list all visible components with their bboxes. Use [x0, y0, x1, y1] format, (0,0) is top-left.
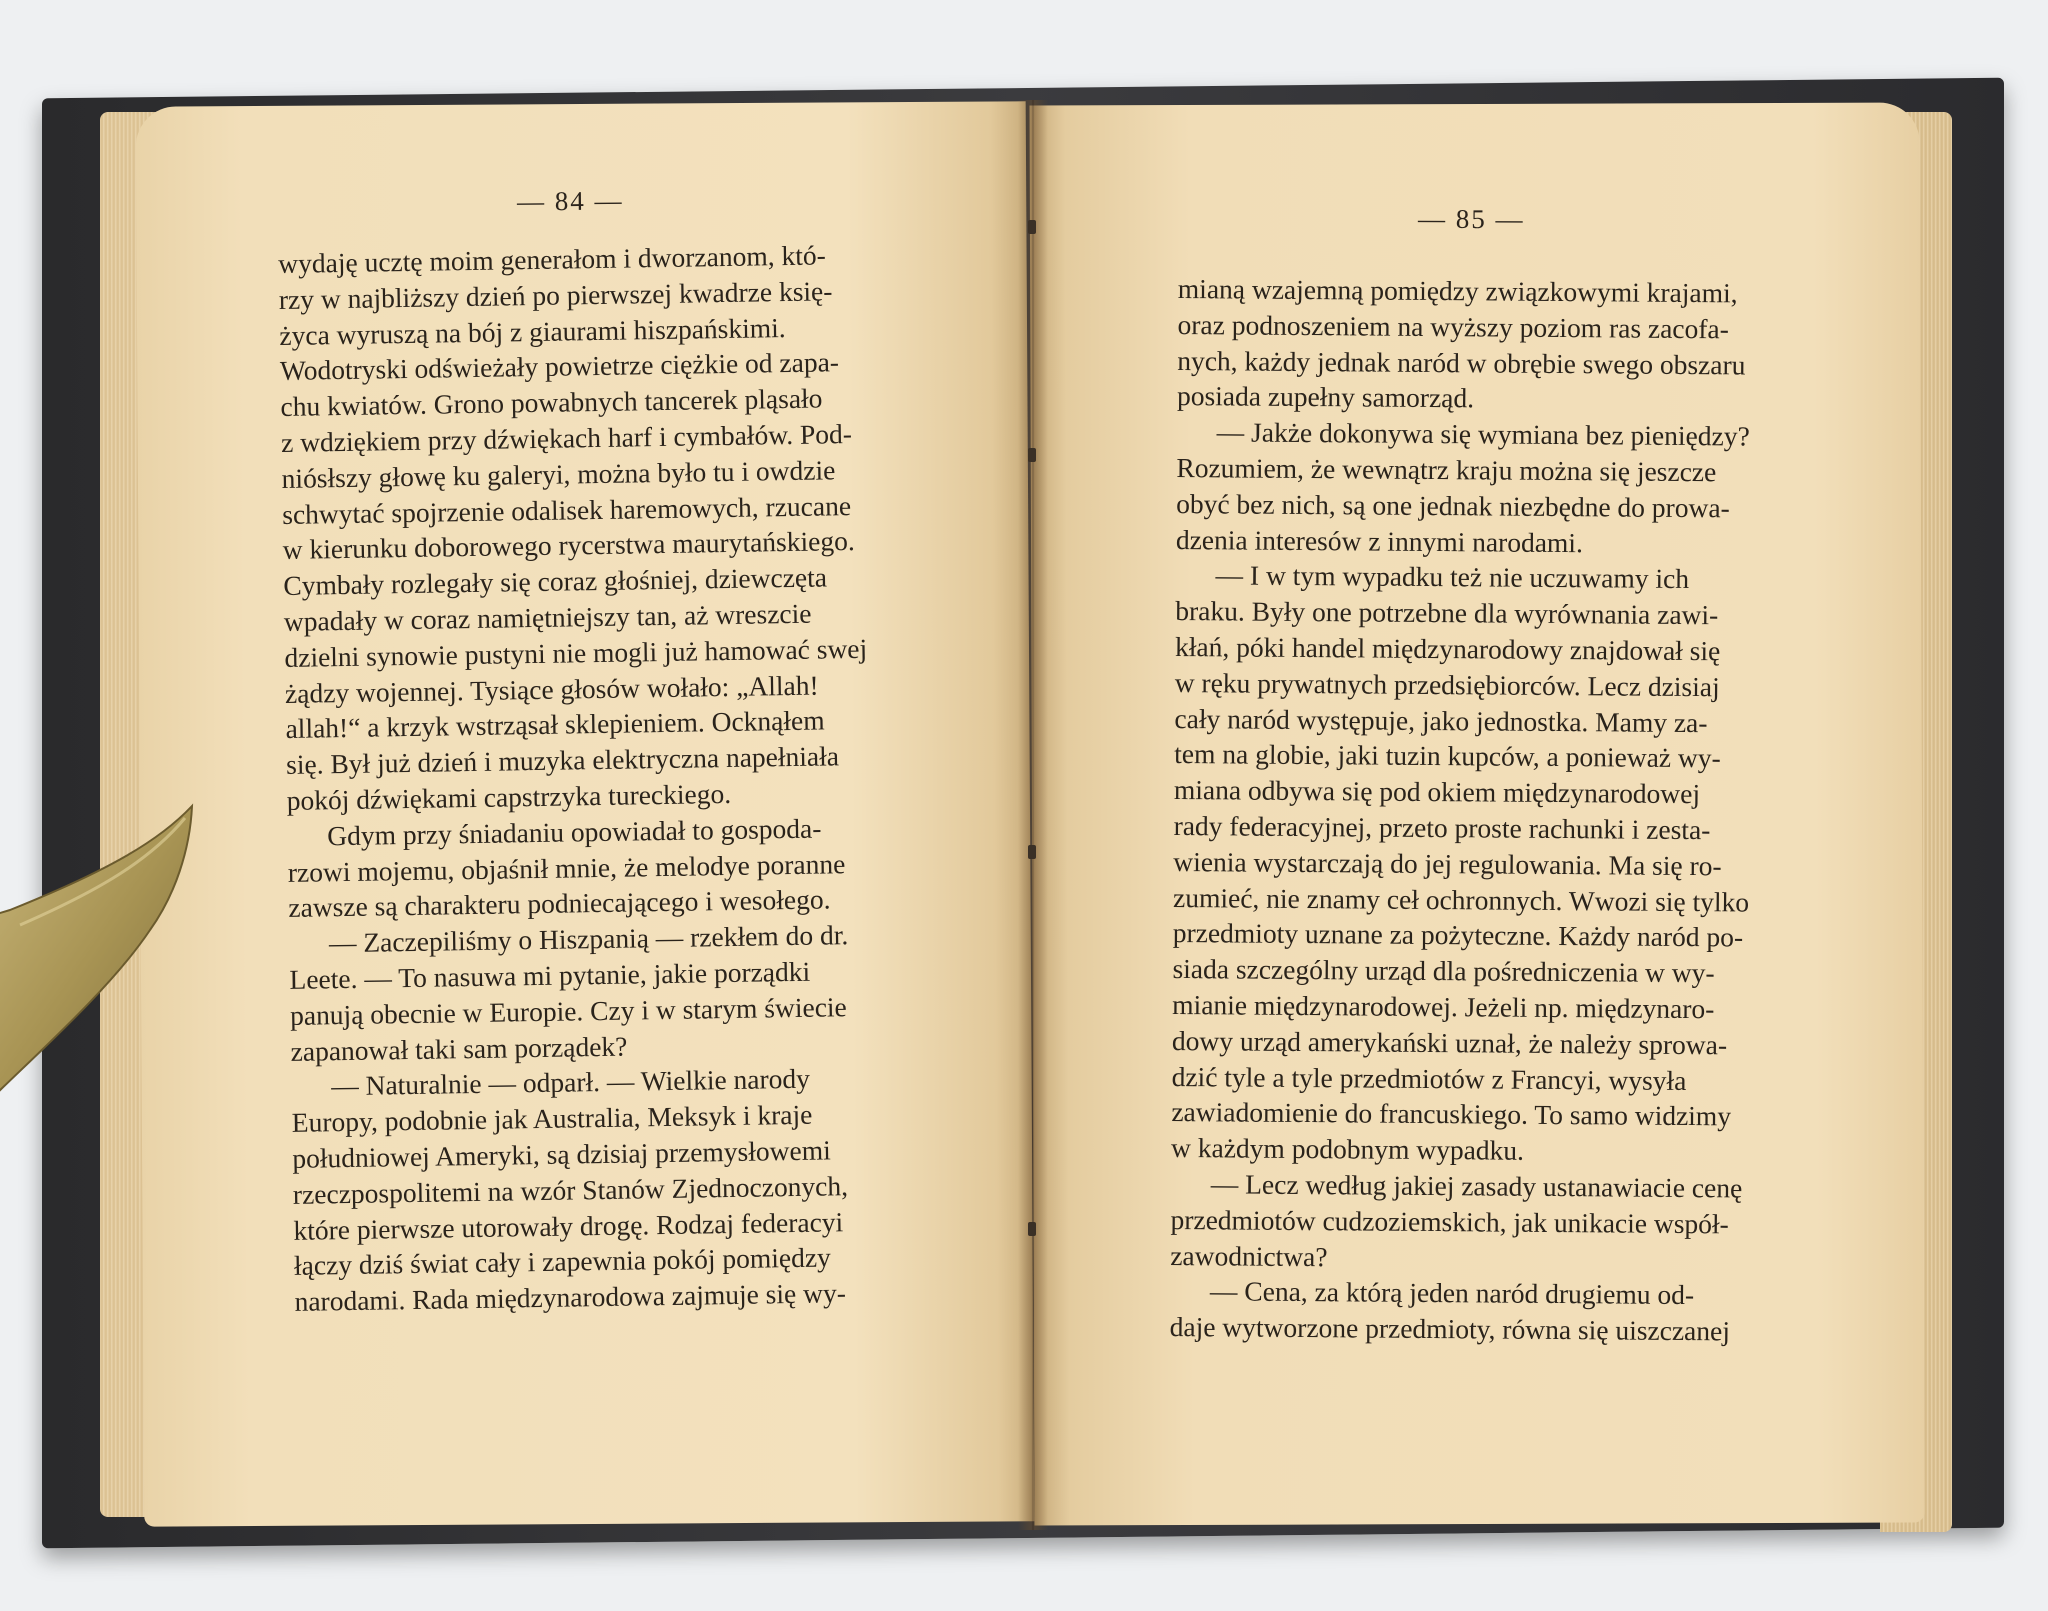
left-line: pokój dźwiękami capstrzyka tureckiego.	[286, 777, 732, 816]
right-line: dzić tyle a tyle przedmiotów z Francyi, wysyła	[1171, 1060, 1687, 1096]
left-line: allah!“ a krzyk wstrząsał sklepieniem. Ocknąłem	[285, 704, 825, 745]
right-line: tem na globie, jaki tuzin kupców, a ponieważ wy-	[1174, 738, 1721, 774]
paper-knife	[0, 800, 220, 1130]
left-line: Leete. — To nasuwa mi pytanie, jakie porządki	[289, 955, 811, 995]
left-line: życa wyruszą na bój z giaurami hiszpańskimi.	[279, 311, 786, 351]
right-line: daje wytworzone przedmioty, równa się uiszczanej	[1169, 1311, 1731, 1347]
right-page-text	[1170, 271, 1818, 1350]
right-line: oraz podnoszeniem na wyższy poziom ras zacofa-	[1177, 308, 1729, 345]
left-line: rzowi mojemu, objaśnił mnie, że melodye poranne	[287, 847, 846, 888]
right-line: siada szczególny urząd dla pośredniczenia w wy-	[1172, 953, 1715, 989]
left-line: rzy w najbliższy dzień po pierwszej kwadrze księ-	[278, 275, 833, 315]
right-line: rady federacyjnej, przeto proste rachunki i zesta-	[1173, 809, 1711, 846]
left-line: zapanował taki sam porządek?	[290, 1030, 628, 1067]
right-line: mianie międzynarodowej. Jeżeli np. międzynaro-	[1172, 988, 1715, 1025]
right-line: w każdym podobnym wypadku.	[1170, 1132, 1525, 1166]
right-line: Rozumiem, że wewnątrz kraju można się jeszcze	[1176, 451, 1717, 488]
left-line: schwytać spojrzenie odalisek haremowych, rzucane	[281, 489, 852, 530]
left-line: — Zaczepiliśmy o Hiszpanią — rzekłem do dr.	[328, 919, 849, 959]
left-line: rzeczpospolitemi na wzór Stanów Zjednoczonych,	[292, 1169, 849, 1210]
left-line: południowej Ameryki, są dzisiaj przemysłowemi	[292, 1134, 831, 1174]
right-line: braku. Były one potrzebne dla wyrównania zawi-	[1175, 595, 1719, 631]
left-line: — Naturalnie — odparł. — Wielkie narody	[330, 1063, 811, 1102]
left-line: żądzy wojennej. Tysiące głosów wołało: „Allah!	[284, 669, 819, 709]
left-line: Cymbały rozlegały się coraz głośniej, dziewczęta	[283, 561, 828, 602]
left-line: które pierwsze utorowały drogę. Rodzaj federacyi	[293, 1205, 844, 1246]
left-line: dzielni synowie pustyni nie mogli już hamować swej	[284, 632, 868, 673]
binding-stitch	[1028, 1222, 1036, 1236]
right-line: — Lecz według jakiej zasady ustanawiacie cenę	[1210, 1168, 1743, 1204]
right-line: dzenia interesów z innymi narodami.	[1175, 523, 1584, 558]
right-line: posiada zupełny samorząd.	[1176, 380, 1475, 414]
right-line: obyć bez nich, są one jednak niezbędne do prowa-	[1176, 487, 1730, 524]
left-line: Wodotryski odświeżały powietrze ciężkie od zapa-	[279, 346, 840, 387]
left-page-text	[278, 236, 927, 1320]
left-page-number: — 84 —	[516, 185, 624, 217]
left-line: Europy, podobnie jak Australia, Meksyk i kraje	[291, 1098, 813, 1139]
left-line: niósłszy głowę ku galeryi, można było tu i owdzie	[281, 454, 836, 494]
right-line: zawodnictwa?	[1170, 1239, 1328, 1272]
left-line: Gdym przy śniadaniu opowiadał to gospoda-	[327, 812, 822, 852]
right-line: zawiadomienie do francuskiego. To samo widzimy	[1171, 1096, 1732, 1132]
left-line: zawsze są charakteru podniecającego i wesołego.	[288, 883, 831, 924]
book-gutter	[1018, 100, 1048, 1530]
right-line: — I w tym wypadku też nie uczuwamy ich	[1215, 559, 1690, 595]
left-line: panują obecnie w Europie. Czy i w starym świecie	[289, 990, 847, 1031]
right-page-number: — 85 —	[1417, 203, 1525, 235]
right-line: miana odbywa się pod okiem międzynarodowej	[1173, 774, 1701, 810]
right-line: kłań, póki handel międzynarodowy znajdował się	[1174, 630, 1721, 667]
binding-stitch	[1028, 845, 1036, 859]
right-line: wienia wystarczają do jej regulowania. Ma się ro-	[1173, 845, 1722, 882]
right-line: przedmioty uznane za pożyteczne. Każdy naród po-	[1172, 917, 1744, 953]
right-line: w ręku prywatnych przedsiębiorców. Lecz dzisiaj	[1174, 666, 1720, 703]
left-line: z wdziękiem przy dźwiękach harf i cymbałów. Pod-	[280, 417, 853, 458]
left-line: się. Był już dzień i muzyka elektryczna napełniała	[285, 740, 840, 781]
right-line: przedmiotów cudzoziemskich, jak unikacie współ-	[1170, 1203, 1729, 1240]
left-line: chu kwiatów. Grono powabnych tancerek pląsało	[280, 382, 823, 423]
left-line: narodami. Rada międzynarodowa zajmuje się wy-	[294, 1277, 847, 1317]
left-line: wpadały w coraz namiętniejszy tan, aż wreszcie	[283, 597, 812, 637]
right-line: — Cena, za którą jeden naród drugiemu od-	[1209, 1275, 1695, 1311]
left-line: w kierunku doborowego rycerstwa maurytańskiego.	[282, 525, 855, 566]
right-line: nych, każdy jednak naród w obrębie swego obszaru	[1177, 344, 1746, 381]
right-line: — Jakże dokonywa się wymiana bez pieniędzy?	[1216, 416, 1750, 452]
right-line: dowy urząd amerykański uznał, że należy sprowa-	[1171, 1024, 1728, 1061]
right-line: cały naród występuje, jako jednostka. Mamy za-	[1174, 702, 1708, 738]
left-line: łączy dziś świat cały i zapewnia pokój pomiędzy	[293, 1241, 832, 1282]
binding-stitch	[1028, 448, 1036, 462]
right-line: zumieć, nie znamy ceł ochronnych. Wwozi się tylko	[1172, 881, 1750, 918]
left-line: wydaję ucztę moim generałom i dworzanom, któ-	[278, 239, 826, 279]
binding-stitch	[1028, 220, 1036, 234]
right-line: mianą wzajemną pomiędzy związkowymi krajami,	[1177, 272, 1738, 309]
